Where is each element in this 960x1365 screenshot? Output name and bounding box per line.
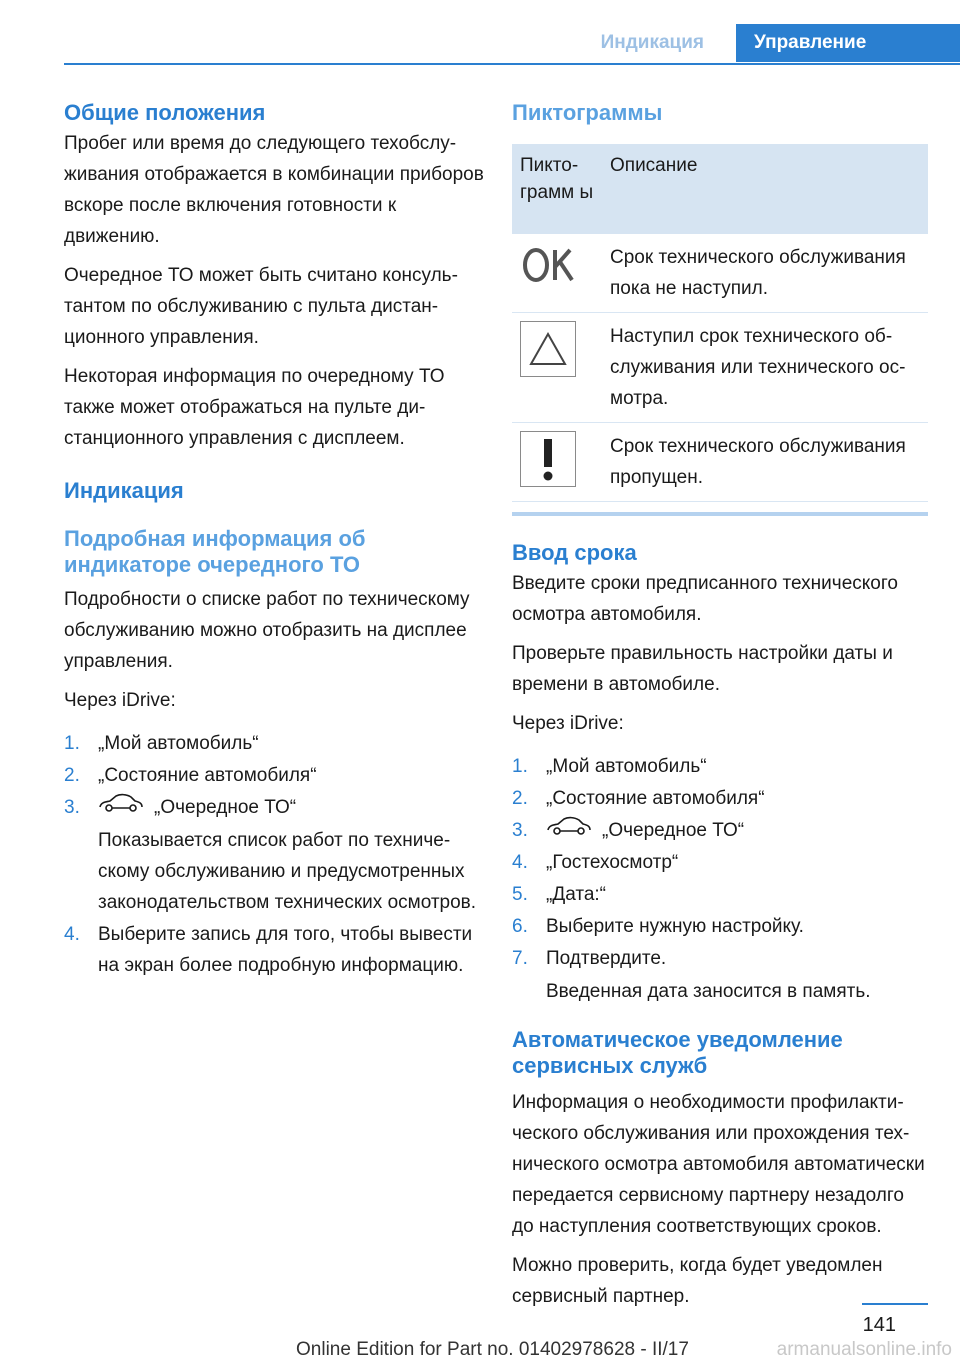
- list-item: [64, 792, 484, 918]
- edition-note: Online Edition for Part no. 01402978628 - II/17: [296, 1339, 689, 1360]
- pictogram-table: [512, 144, 928, 502]
- tab-controls[interactable]: Управление: [736, 24, 960, 62]
- step-number: 3.: [512, 820, 528, 841]
- step-text: „Состояние автомобиля“: [546, 788, 765, 809]
- description-cell: Срок технического обслуживания пропущен.: [602, 423, 928, 502]
- paragraph: Проверьте правильность настройки даты и времени в автомобиле.: [512, 643, 893, 695]
- step-text: Выберите нужную настройку.: [546, 916, 804, 938]
- paragraph: Информация о необходимости профилактического обслуживания или прохождения технического осмотра автомобиля автоматически передается сервисному партнеру незадолго до наступления соответствующих сроков.: [512, 1092, 925, 1238]
- warning-triangle-icon: [520, 321, 576, 377]
- heading-detail: Подробная информация об индикаторе очередного ТО: [64, 526, 366, 577]
- list-item: [512, 879, 928, 910]
- step-text: „Гостехосмотр“: [546, 852, 679, 874]
- car-service-icon: [546, 815, 592, 846]
- table-divider: [512, 512, 928, 516]
- table-row: [512, 423, 928, 502]
- description-cell: Срок технического обслуживания пока не наступил.: [602, 234, 928, 313]
- list-item: [64, 760, 484, 791]
- step-number: 3.: [64, 797, 80, 818]
- left-column: [64, 100, 484, 982]
- paragraph: Через iDrive:: [64, 690, 176, 711]
- right-column: [512, 100, 928, 1320]
- column-header-description: Описание: [602, 144, 928, 234]
- heading-general: Общие положения: [64, 100, 266, 125]
- paragraph: Через iDrive:: [512, 713, 624, 734]
- step-text: „Дата:“: [546, 884, 607, 906]
- list-item: [512, 783, 928, 814]
- list-item: [64, 919, 484, 981]
- tab-indication[interactable]: Индикация: [600, 32, 704, 53]
- header-bar: [64, 24, 960, 65]
- idrive-steps-list: [512, 751, 928, 1007]
- table-row: [512, 234, 928, 313]
- list-item: [512, 847, 928, 878]
- paragraph: Пробег или время до следующего техобслуживания отображается в комбинации приборов вскоре после включения готовности к движению.: [64, 133, 484, 247]
- car-service-icon: [98, 792, 144, 823]
- step-text: Подтвердите.: [546, 948, 667, 970]
- exclamation-icon: [520, 431, 576, 487]
- idrive-steps-list: [64, 728, 484, 981]
- step-number: 2.: [512, 788, 528, 809]
- column-header-pictogram: Пиктограмм ы: [512, 144, 602, 234]
- step-text: Выберите запись для того, чтобы вывести на экран более подробную информацию.: [98, 924, 473, 977]
- step-number: 1.: [64, 733, 80, 754]
- list-item: [512, 815, 928, 846]
- step-number: 6.: [512, 916, 528, 938]
- paragraph: Введите сроки предписанного технического осмотра автомобиля.: [512, 573, 898, 625]
- heading-indication: Индикация: [64, 478, 184, 503]
- paragraph: Подробности о списке работ по техническому обслуживанию можно отобразить на дисплее управления.: [64, 589, 470, 672]
- step-subtext: Показывается список работ по техническому обслуживанию и предусмотренных законодательством технических осмотров.: [98, 830, 477, 914]
- step-text: „Очередное ТО“: [602, 820, 745, 841]
- heading-auto-notification: Автоматическое уведомление сервисных служб: [512, 1027, 843, 1079]
- paragraph: Можно проверить, когда будет уведомлен сервисный партнер.: [512, 1255, 883, 1308]
- heading-pictograms: Пиктограммы: [512, 100, 663, 125]
- step-text: „Состояние автомобиля“: [98, 765, 317, 786]
- step-number: 7.: [512, 948, 528, 970]
- table-row: [512, 313, 928, 423]
- list-item: [512, 943, 928, 1007]
- step-number: 5.: [512, 884, 528, 906]
- description-cell: Наступил срок технического обслуживания или технического осмотра.: [602, 313, 928, 423]
- step-number: 1.: [512, 756, 528, 777]
- step-number: 2.: [64, 765, 80, 786]
- step-subtext: Введенная дата заносится в память.: [546, 981, 871, 1003]
- step-number: 4.: [512, 852, 528, 874]
- footer-rule: [862, 1303, 928, 1305]
- table-header-row: [512, 144, 928, 234]
- page-number: 141: [862, 1314, 896, 1336]
- heading-enter-date: Ввод срока: [512, 540, 637, 565]
- step-number: 4.: [64, 924, 80, 946]
- step-text: „Очередное ТО“: [154, 797, 297, 818]
- paragraph: Очередное ТО может быть считано консультантом по обслуживанию с пульта дистанционного управления.: [64, 265, 458, 348]
- ok-icon: [520, 242, 576, 288]
- step-text: „Мой автомобиль“: [98, 733, 259, 754]
- paragraph: Некоторая информация по очередному ТО также может отображаться на пульте дистанционного управления с дисплеем.: [64, 366, 445, 449]
- list-item: [512, 751, 928, 782]
- step-text: „Мой автомобиль“: [546, 756, 707, 777]
- list-item: [64, 728, 484, 759]
- watermark-text: armanualsonline.info: [776, 1339, 952, 1360]
- list-item: [512, 911, 928, 942]
